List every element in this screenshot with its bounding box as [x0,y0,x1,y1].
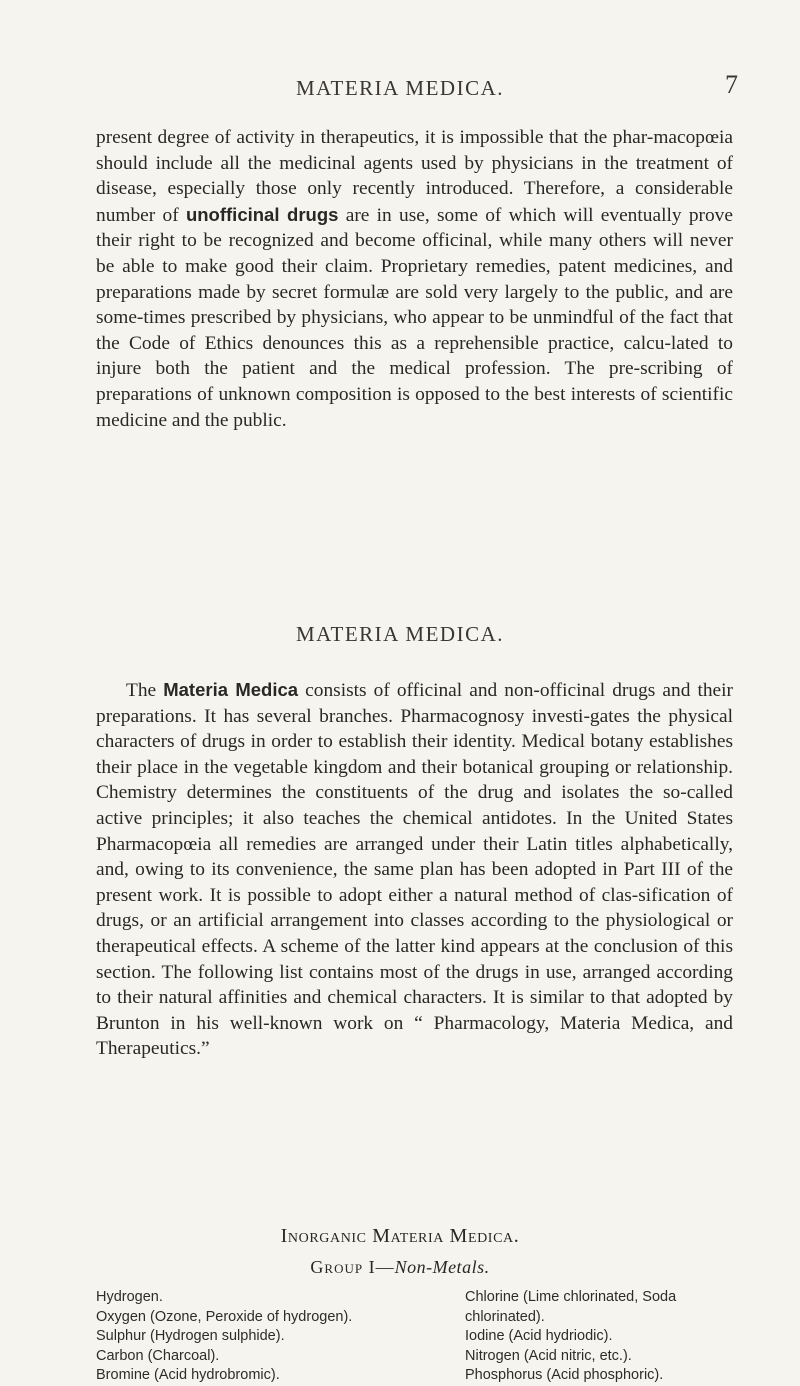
inorganic-heading: Inorganic Materia Medica. [280,1225,520,1247]
list-item: Phosphorus (Acid phosphoric). [465,1367,664,1384]
section-heading: MATERIA MEDICA. [295,622,504,646]
paragraph-text: The [126,680,164,701]
paragraph-text: are in use, some of which will eventually prove their right to be recognized and become officinal, while many others will never be able to make good their claim. Proprietary remedies, patent medicines, and preparations made by secret formulæ are sold very largely to the public, and are some-times prescribed by physicians, who appear to be unmindful of the fact that the Code of Ethics denounces this as a reprehensible practice, calcu-lated to injure both the patient and the medical profession. The pre-scribing of preparations of unknown composition is opposed to the best interests of scientific medicine and the public. [96,204,733,431]
list-item: Carbon (Charcoal). [96,1347,220,1364]
list-item: Iodine (Acid hydriodic). [465,1328,613,1345]
running-head: MATERIA MEDICA. [295,76,504,100]
list-item: chlorinated). [465,1308,545,1325]
bold-term: Materia Medica [163,679,299,700]
list-item: Sulphur (Hydrogen sulphide). [96,1328,285,1345]
list-item: Bromine (Acid hydrobromic). [96,1367,280,1384]
page-number: 7 [725,70,738,99]
list-item: Nitrogen (Acid nitric, etc.). [465,1347,632,1364]
group-name: Non-Metals. [394,1257,490,1277]
list-item: Chlorine (Lime chlorinated, Soda [465,1289,677,1305]
list-item: Hydrogen. [96,1289,163,1305]
intro-paragraph [96,125,733,433]
list-item: Oxygen (Ozone, Peroxide of hydrogen). [96,1308,353,1325]
paragraph-text: consists of officinal and non-officinal drugs and their preparations. It has several branches. Pharmacognosy investi-gates the physical characters of drugs in order to establish their identity. Medical botany establishes their place in the vegetable kingdom and their botanical grouping or relationship. Chemistry determines the constituents of the drug and isolates the so-called active principles; it also teaches the chemical antidotes. In the United States Pharmacopœia all remedies are arranged under their Latin titles alphabetically, and, owing to its convenience, the same plan has been adopted in Part III of the present work. It is possible to adopt either a natural method of clas-sification of drugs, or an artificial arrangement into classes according to the physiological or therapeutical effects. A scheme of the latter kind appears at the conclusion of this section. The following list contains most of the drugs in use, arranged according to their natural affinities and chemical characters. It is similar to that adopted by Brunton in his well-known work on “ Pharmacology, Materia Medica, and Therapeutics.” [96,680,733,1060]
drug-list-right [465,1288,755,1386]
group-label: Group I— [310,1257,395,1277]
bold-term: unofficinal drugs [185,203,339,225]
paragraph-text: present degree of activity in therapeutics, it is impossible that the phar-macopœia should include all the medicinal agents used by physicians in the treatment of disease, especially those only recently introduced. Therefore, a considerable number of [96,127,733,226]
drug-list-left [96,1288,436,1386]
materia-medica-paragraph [96,677,733,1062]
group-heading [0,1257,800,1278]
